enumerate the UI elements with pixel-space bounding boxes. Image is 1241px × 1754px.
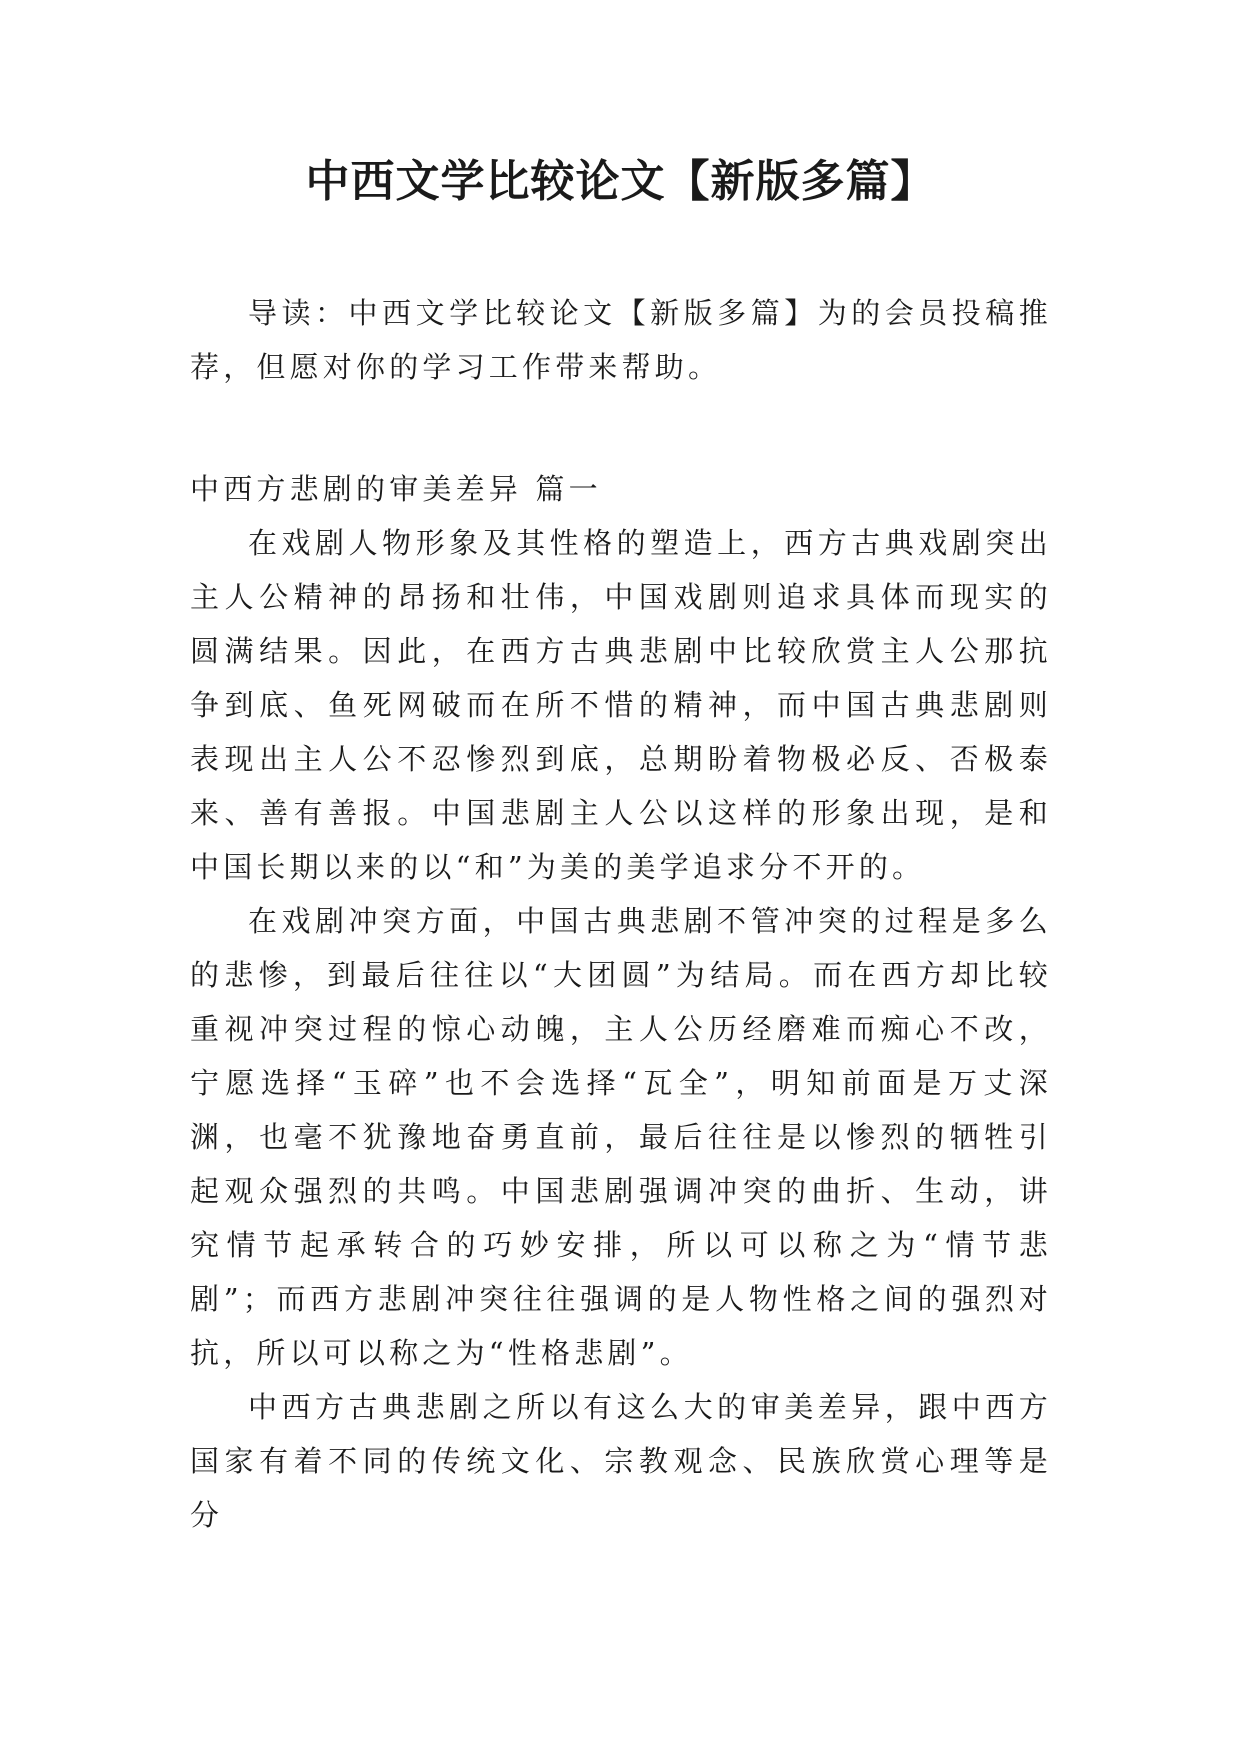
body-paragraph: 中西方古典悲剧之所以有这么大的审美差异，跟中西方国家有着不同的传统文化、宗教观念、民族欣赏心理等是分 — [190, 1390, 1052, 1532]
section-block — [190, 462, 1052, 1542]
section-heading: 中西方悲剧的审美差异 篇一 — [190, 472, 602, 506]
intro-block — [190, 286, 1052, 394]
document-title: 中西文学比较论文【新版多篇】 — [305, 156, 936, 207]
body-paragraph: 在戏剧人物形象及其性格的塑造上，西方古典戏剧突出主人公精神的昂扬和壮伟，中国戏剧则追求具体而现实的圆满结果。因此，在西方古典悲剧中比较欣赏主人公那抗争到底、鱼死网破而在所不惜的精神，而中国古典悲剧则表现出主人公不忍惨烈到底，总期盼着物极必反、否极泰来、善有善报。中国悲剧主人公以这样的形象出现，是和中国长期以来的以“和”为美的美学追求分不开的。 — [190, 526, 1052, 884]
intro-paragraph: 导读：中西文学比较论文【新版多篇】为的会员投稿推荐，但愿对你的学习工作带来帮助。 — [190, 296, 1052, 384]
body-paragraph: 在戏剧冲突方面，中国古典悲剧不管冲突的过程是多么的悲惨，到最后往往以“大团圆”为结局。而在西方却比较重视冲突过程的惊心动魄，主人公历经磨难而痴心不改，宁愿选择“玉碎”也不会选择“瓦全”，明知前面是万丈深渊，也毫不犹豫地奋勇直前，最后往往是以惨烈的牺牲引起观众强烈的共鸣。中国悲剧强调冲突的曲折、生动，讲究情节起承转合的巧妙安排，所以可以称之为“情节悲剧”；而西方悲剧冲突往往强调的是人物性格之间的强烈对抗，所以可以称之为“性格悲剧”。 — [190, 904, 1052, 1370]
